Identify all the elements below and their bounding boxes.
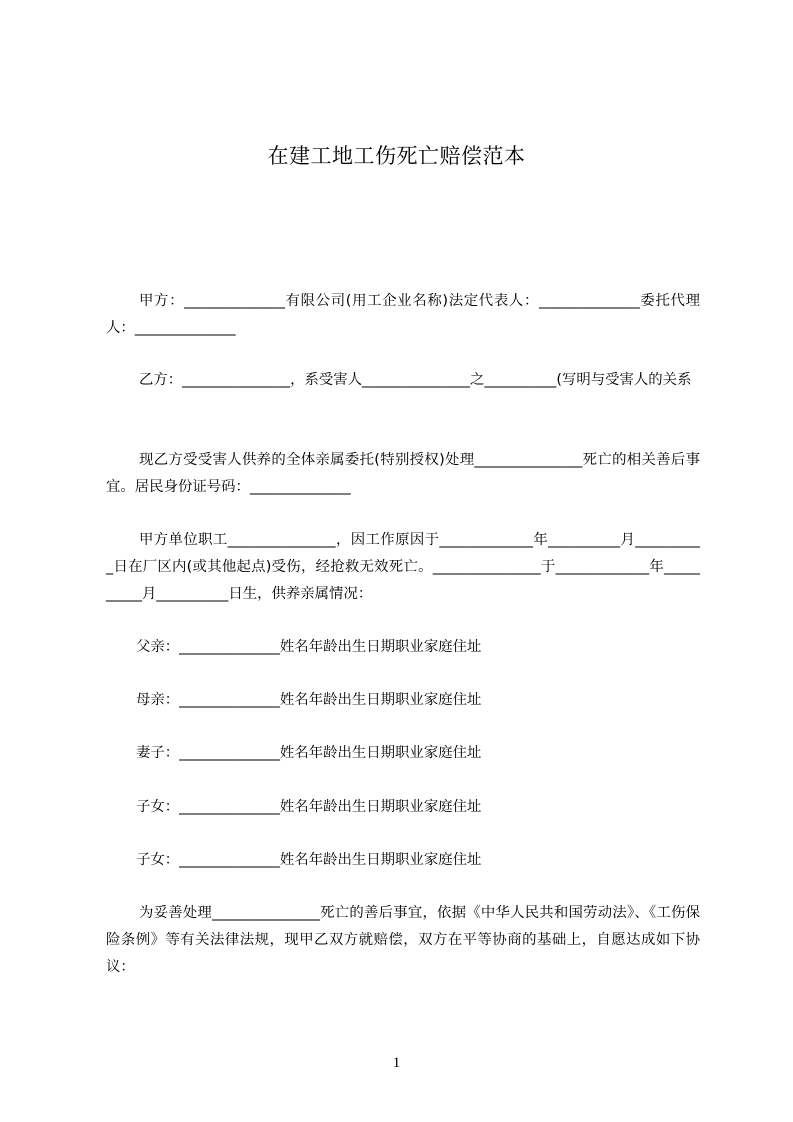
dependent-father: 父亲：______________姓名年龄出生日期职业家庭住址 (136, 639, 482, 655)
paragraph-party-b: 乙方：_______________，系受害人_______________之__________(写明与受害人的关系 (139, 372, 692, 388)
dependent-child-2: 子女：______________姓名年龄出生日期职业家庭住址 (136, 852, 482, 868)
paragraph-party-a: 甲方：______________有限公司(用工企业名称)法定代表人：______________委托代理人：______________ (106, 293, 700, 336)
dependent-child-1: 子女：______________姓名年龄出生日期职业家庭住址 (136, 799, 482, 815)
dependent-mother: 母亲：______________姓名年龄出生日期职业家庭住址 (136, 692, 482, 708)
paragraph-authorization: 现乙方受受害人供养的全体亲属委托(特别授权)处理_______________死亡的相关善后事宜。居民身份证号码：______________ (106, 452, 700, 495)
dependent-wife: 妻子：______________姓名年龄出生日期职业家庭住址 (136, 745, 482, 761)
page-number: 1 (392, 1055, 401, 1071)
paragraph-agreement-basis: 为妥善处理_______________死亡的善后事宜，依据《中华人民共和国劳动法》、《工伤保险条例》等有关法律法规，现甲乙双方就赔偿，双方在平等协商的基础上，自愿达成如下协议： (106, 905, 700, 975)
document-title: 在建工地工伤死亡赔偿范本 (267, 144, 526, 168)
paragraph-incident: 甲方单位职工_______________，因工作原因于_____________年__________月__________日在厂区内(或其他起点)受伤，经抢救无效死亡。_______________于_____________年__________月__________日生，供养亲属情况： (106, 532, 700, 602)
